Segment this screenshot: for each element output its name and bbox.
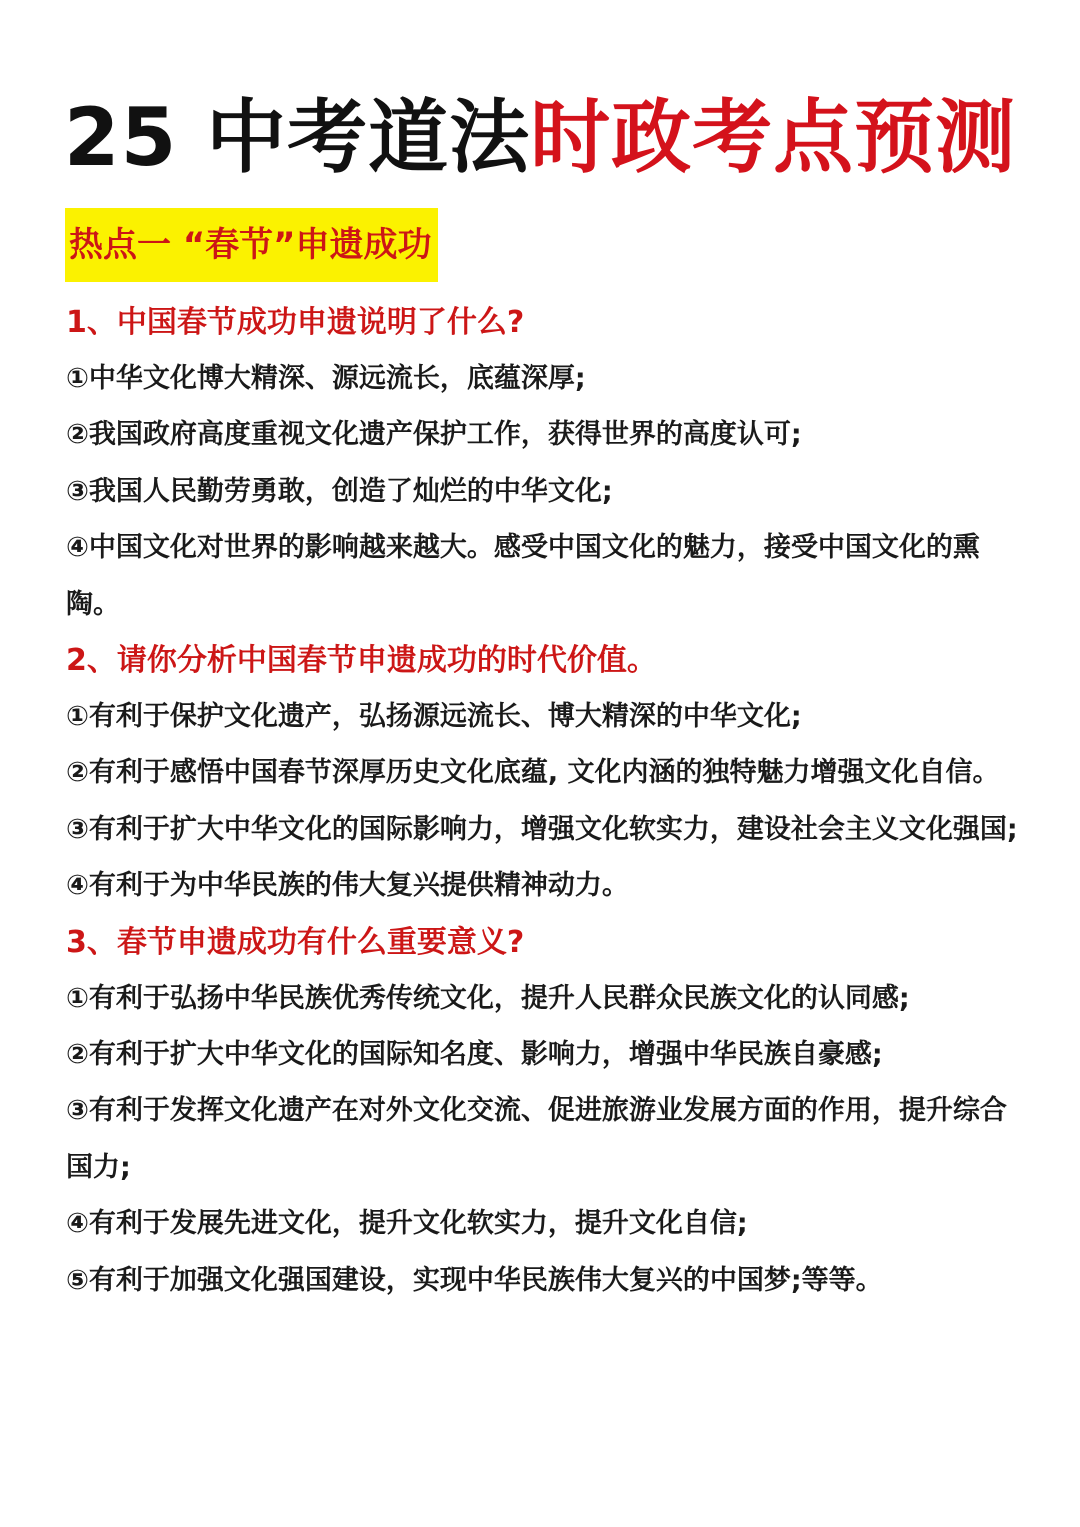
question-heading: 1、中国春节成功申遗说明了什么? [66,305,525,340]
answer-item: ②我国政府高度重视文化遗产保护工作，获得世界的高度认可; [66,419,802,451]
title-part-black: 25 中考道法 [63,91,531,184]
answer-item: ①有利于弘扬中华民族优秀传统文化，提升人民群众民族文化的认同感; [66,982,910,1014]
question-heading: 3、春节申遗成功有什么重要意义? [66,924,525,960]
answer-item: ①有利于保护文化遗产，弘扬源远流长、博大精深的中华文化; [66,701,802,733]
page-title [0,88,1080,188]
title-part-red: 时政考点预测 [530,91,1017,184]
answer-item: ②有利于感悟中国春节深厚历史文化底蕴, 文化内涵的独特魅力增强文化自信。 [66,757,1000,789]
answer-item: ③有利于扩大中华文化的国际影响力，增强文化软实力，建设社会主义文化强国; [66,813,1018,845]
section-3 [66,915,1026,1309]
answer-item: ⑤有利于加强文化强国建设，实现中华民族伟大复兴的中国梦;等等。 [66,1264,883,1296]
content-body [66,295,1026,1309]
answer-item: ①中华文化博大精深、源远流长，底蕴深厚; [66,363,586,394]
answer-item: ④有利于发展先进文化，提升文化软实力，提升文化自信; [66,1208,748,1240]
section-2 [66,633,1026,915]
question-heading: 2、请你分析中国春节申遗成功的时代价值。 [66,643,657,679]
answer-item: ③有利于发挥文化遗产在对外文化交流、促进旅游业发展方面的作用，提升综合国力; [66,1095,1007,1183]
answer-item: ②有利于扩大中华文化的国际知名度、影响力，增强中华民族自豪感; [66,1039,883,1071]
section-1 [66,295,1026,633]
answer-item: ④中国文化对世界的影响越来越大。感受中国文化的魅力，接受中国文化的熏陶。 [66,532,980,620]
hotspot-heading: 热点一 “春节”申遗成功 [65,208,438,282]
answer-item: ③我国人民勤劳勇敢，创造了灿烂的中华文化; [66,475,613,507]
answer-item: ④有利于为中华民族的伟大复兴提供精神动力。 [66,870,629,902]
